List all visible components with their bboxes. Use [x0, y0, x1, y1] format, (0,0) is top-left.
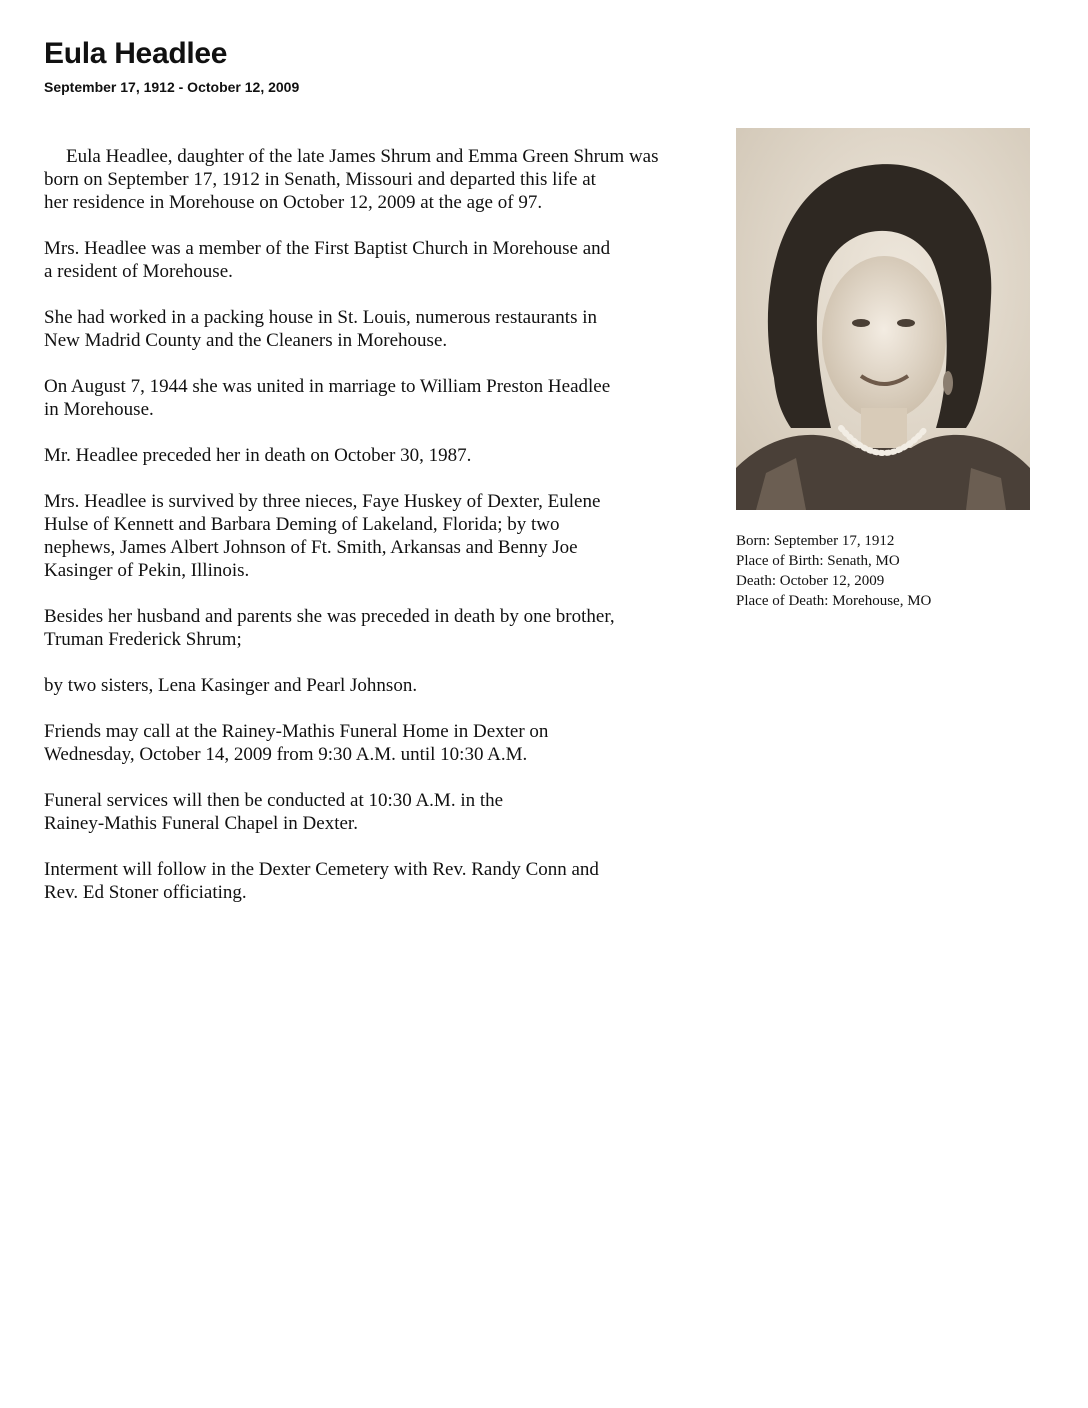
text-line: nephews, James Albert Johnson of Ft. Smith, Arkansas and Benny Joe: [44, 537, 578, 558]
vital-facts: [736, 531, 931, 611]
obituary-paragraph: [44, 858, 734, 904]
obituary-paragraph: [44, 375, 734, 421]
text-line: Funeral services will then be conducted at 10:30 A.M. in the: [44, 790, 504, 811]
text-line: her residence in Morehouse on October 12, 2009 at the age of 97.: [44, 192, 543, 213]
text-line: born on September 17, 1912 in Senath, Missouri and departed this life at: [44, 169, 596, 190]
text-line: Interment will follow in the Dexter Cemetery with Rev. Randy Conn and: [44, 859, 599, 880]
text-line: in Morehouse.: [44, 399, 154, 420]
text-line: by two sisters, Lena Kasinger and Pearl Johnson.: [44, 675, 418, 696]
text-line: Wednesday, October 14, 2009 from 9:30 A.M. until 10:30 A.M.: [44, 744, 528, 765]
text-line: Kasinger of Pekin, Illinois.: [44, 560, 250, 581]
page-title: Eula Headlee: [44, 37, 228, 70]
obituary-body: [44, 145, 734, 927]
obituary-paragraph: [44, 720, 734, 766]
text-line: Mrs. Headlee is survived by three nieces, Faye Huskey of Dexter, Eulene: [44, 491, 601, 512]
text-line: a resident of Morehouse.: [44, 261, 233, 282]
death-date: Death: October 12, 2009: [736, 573, 885, 589]
obituary-paragraph: [44, 237, 734, 283]
text-line: Friends may call at the Rainey-Mathis Funeral Home in Dexter on: [44, 721, 549, 742]
life-dates: September 17, 1912 - October 12, 2009: [44, 79, 300, 95]
obituary-paragraph: [44, 789, 734, 835]
obituary-paragraph: [44, 306, 734, 352]
text-line: Mr. Headlee preceded her in death on October 30, 1987.: [44, 445, 472, 466]
text-line: Eula Headlee, daughter of the late James Shrum and Emma Green Shrum was: [66, 146, 659, 167]
birth-date: Born: September 17, 1912: [736, 533, 895, 549]
text-line: Truman Frederick Shrum;: [44, 629, 242, 650]
obituary-paragraph: [44, 490, 734, 582]
obituary-paragraph: [44, 674, 734, 697]
text-line: On August 7, 1944 she was united in marriage to William Preston Headlee: [44, 376, 611, 397]
text-line: Mrs. Headlee was a member of the First Baptist Church in Morehouse and: [44, 238, 611, 259]
text-line: She had worked in a packing house in St. Louis, numerous restaurants in: [44, 307, 598, 328]
obituary-paragraph: [44, 605, 734, 651]
obituary-paragraph: [44, 444, 734, 467]
text-line: Rainey-Mathis Funeral Chapel in Dexter.: [44, 813, 358, 834]
text-line: Besides her husband and parents she was preceded in death by one brother,: [44, 606, 615, 627]
portrait-photo: [736, 128, 1030, 510]
text-line: Hulse of Kennett and Barbara Deming of Lakeland, Florida; by two: [44, 514, 560, 535]
birth-place: Place of Birth: Senath, MO: [736, 553, 900, 569]
obituary-paragraph: [44, 145, 734, 214]
death-place: Place of Death: Morehouse, MO: [736, 593, 932, 609]
text-line: New Madrid County and the Cleaners in Morehouse.: [44, 330, 448, 351]
portrait-photo-icon: [736, 128, 1030, 510]
text-line: Rev. Ed Stoner officiating.: [44, 882, 247, 903]
